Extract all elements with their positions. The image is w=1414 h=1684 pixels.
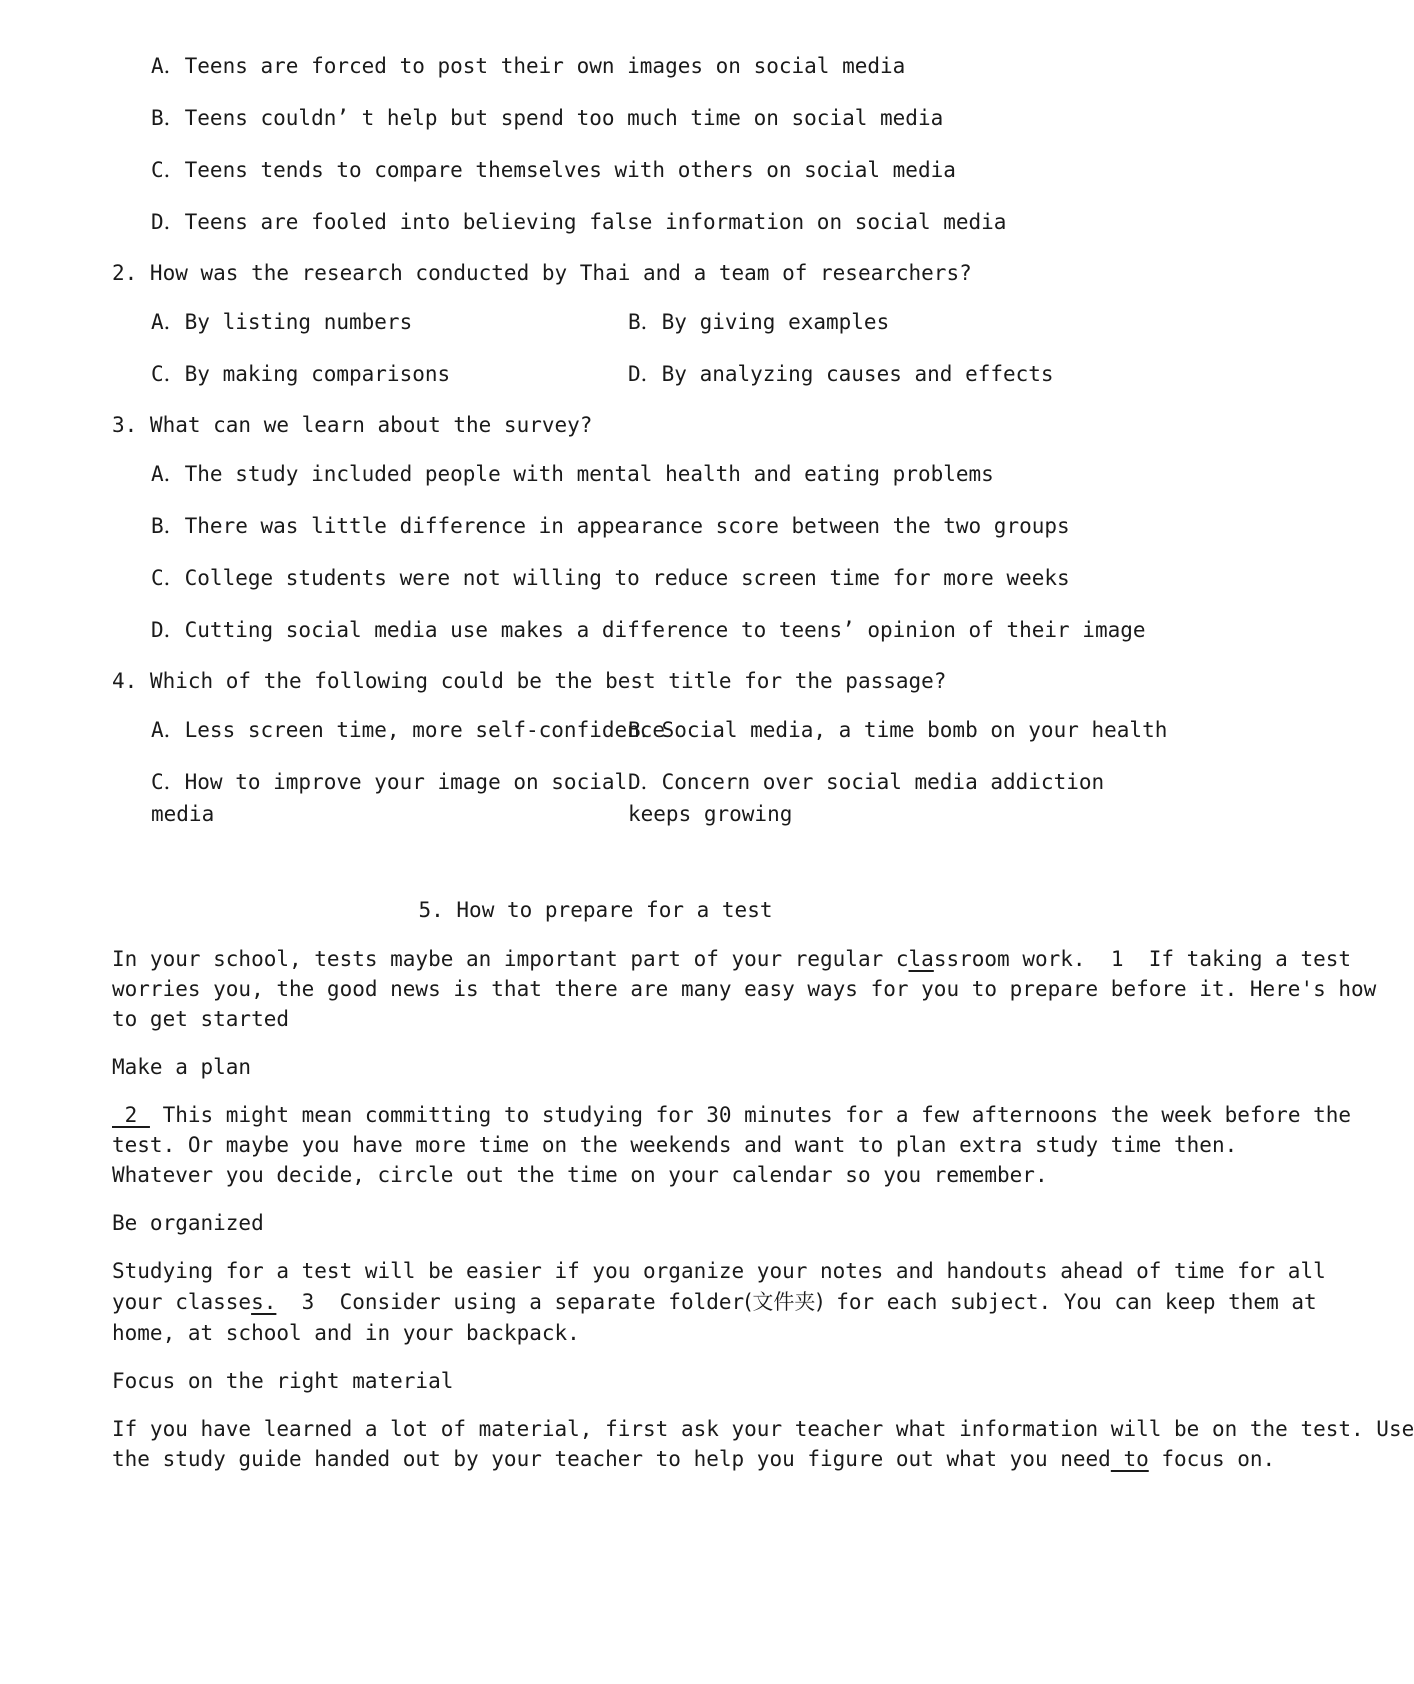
q4-option-d-line1: D．Concern over social media addiction: [628, 770, 1105, 794]
p1-line3: to get started: [112, 1007, 290, 1031]
q2-stem: 2. How was the research conducted by Thai and a team of researchers?: [112, 261, 972, 285]
q3-stem: 3. What can we learn about the survey?: [112, 413, 593, 437]
q3-option-d: D．Cutting social media use makes a difference to teens’ opinion of their image: [151, 618, 1146, 642]
q1-option-d: D．Teens are fooled into believing false information on social media: [151, 210, 1007, 234]
heading-be-organized: Be organized: [112, 1211, 264, 1235]
q4-stem: 4. Which of the following could be the best title for the passage?: [112, 669, 947, 693]
q4-option-c-line1: C．How to improve your image on social: [151, 770, 628, 794]
q3-option-a: A．The study included people with mental health and eating problems: [151, 462, 994, 486]
chinese-gloss: (文件夹): [744, 1290, 824, 1314]
p2-line2: test. Or maybe you have more time on the weekends and want to plan extra study time then.: [112, 1133, 1238, 1157]
passage-title: 5. How to prepare for a test: [418, 898, 773, 922]
q4-option-b: B．Social media, a time bomb on your health: [628, 718, 1168, 742]
p4-line1: If you have learned a lot of material, first ask your teacher what information will be on the test. Use: [112, 1417, 1414, 1441]
q1-option-c: C．Teens tends to compare themselves with others on social media: [151, 158, 956, 182]
p1-line2: worries you, the good news is that there are many easy ways for you to prepare before it. Here's how: [112, 977, 1377, 1001]
q2-option-b: B．By giving examples: [628, 310, 890, 334]
q2-option-d: D．By analyzing causes and effects: [628, 362, 1054, 386]
p1-line1: In your school, tests maybe an important part of your regular classroom work. 1 If taking a test: [112, 947, 1352, 971]
q4-option-d-line2: keeps growing: [628, 802, 793, 826]
p3-line1: Studying for a test will be easier if you organize your notes and handouts ahead of time for all: [112, 1259, 1326, 1283]
p3-line3: home, at school and in your backpack.: [112, 1321, 580, 1345]
q3-option-c: C．College students were not willing to reduce screen time for more weeks: [151, 566, 1070, 590]
q2-option-c: C．By making comparisons: [151, 362, 451, 386]
q4-option-a: A．Less screen time, more self-confidence: [151, 718, 666, 742]
heading-focus-material: Focus on the right material: [112, 1369, 454, 1393]
p2-line3: Whatever you decide, circle out the time on your calendar so you remember.: [112, 1163, 1048, 1187]
q2-option-a: A．By listing numbers: [151, 310, 413, 334]
p2-line1: 2 This might mean committing to studying for 30 minutes for a few afternoons the week before the: [112, 1103, 1352, 1127]
heading-make-a-plan: Make a plan: [112, 1055, 252, 1079]
q1-option-b: B．Teens couldn’ t help but spend too much time on social media: [151, 106, 944, 130]
q4-option-c-line2: media: [151, 802, 215, 826]
blank-2: 2: [112, 1103, 150, 1127]
p4-line2: the study guide handed out by your teacher to help you figure out what you need to focus on.: [112, 1447, 1276, 1471]
q1-option-a: A．Teens are forced to post their own images on social media: [151, 54, 906, 78]
q3-option-b: B．There was little difference in appearance score between the two groups: [151, 514, 1070, 538]
p3-line2: your classes. 3 Consider using a separate folder(文件夹) for each subject. You can keep them at: [112, 1290, 1317, 1314]
